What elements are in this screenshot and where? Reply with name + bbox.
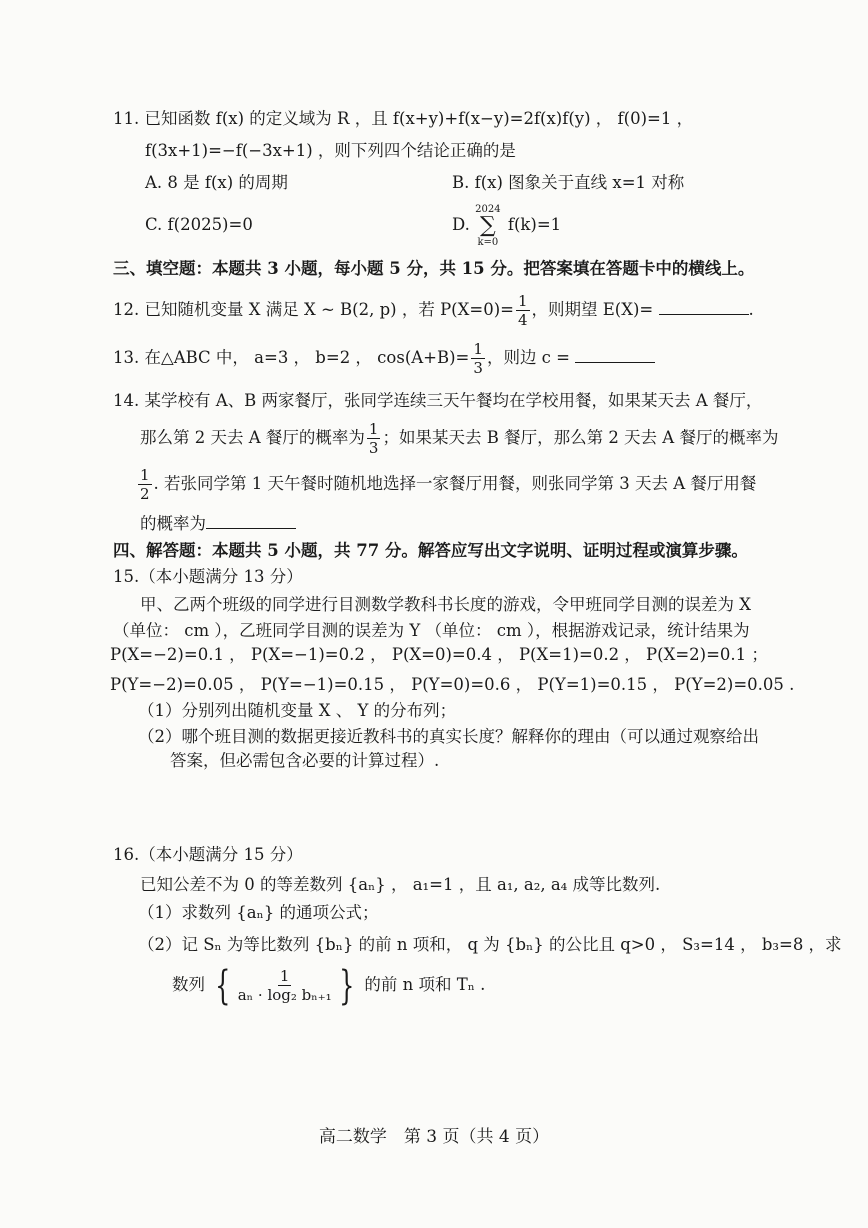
q14-line1 xyxy=(113,390,762,412)
section-4-heading: 四、解答题：本题共 5 小题，共 77 分。解答应写出文字说明、证明过程或演算步骤。 xyxy=(113,541,748,560)
q12-text-a: 已知随机变量 X 满足 X ~ B(2, p) ，若 P(X=0)= xyxy=(144,300,514,319)
q15-sub2a: （2）哪个班目测的数据更接近教科书的真实长度？解释你的理由（可以通过观察给出 xyxy=(138,727,759,746)
q11-option-d-prefix: D. xyxy=(452,215,470,234)
q11-line1 xyxy=(113,108,693,130)
q11-number: 11. xyxy=(113,109,140,128)
q13-number: 13. xyxy=(113,348,140,367)
q14-fraction-2 xyxy=(138,466,152,503)
sum-upper-limit: 2024 xyxy=(475,203,501,215)
fraction-denominator: 4 xyxy=(517,311,528,329)
q11-line2: f(3x+1)=−f(−3x+1) ，则下列四个结论正确的是 xyxy=(145,141,516,160)
fraction-numerator: 1 xyxy=(368,420,379,438)
q12-text-b: ，则期望 E(X)= xyxy=(531,300,654,319)
q14-text-line2-a: 那么第 2 天去 A 餐厅的概率为 xyxy=(140,428,365,447)
q13-line xyxy=(113,338,655,378)
q15-sub1: （1）分别列出随机变量 X 、 Y 的分布列； xyxy=(138,701,457,720)
q16-sub2-line2-a: 数列 xyxy=(172,975,205,994)
q11-option-b: B. f(x) 图象关于直线 x=1 对称 xyxy=(452,173,685,192)
fraction-denominator: aₙ · log₂ bₙ₊₁ xyxy=(237,986,332,1004)
page-footer: 高二数学 第 3 页（共 4 页） xyxy=(318,1127,550,1147)
summation-symbol xyxy=(475,204,500,248)
q12-end: . xyxy=(748,300,754,319)
sigma-icon: ∑ xyxy=(480,212,496,238)
q11-option-d-expr: f(k)=1 xyxy=(507,215,562,234)
q11-option-d xyxy=(452,202,561,248)
fraction-numerator: 1 xyxy=(517,292,528,310)
q14-text-line2-b: ；如果某天去 B 餐厅，那么第 2 天去 A 餐厅的概率为 xyxy=(382,428,779,447)
section-3-heading: 三、填空题：本题共 3 小题，每小题 5 分，共 15 分。把答案填在答题卡中的横线上。 xyxy=(113,259,755,278)
sequence-set xyxy=(210,962,359,1009)
q13-answer-blank[interactable] xyxy=(575,346,655,363)
fraction-denominator: 3 xyxy=(368,439,379,457)
left-brace-icon: { xyxy=(215,962,231,1009)
q14-fraction-1 xyxy=(367,420,381,457)
q15-line3: P(X=−2)=0.1 ， P(X=−1)=0.2 ， P(X=0)=0.4 ， P(X=1)=0.2 ， P(X=2)=0.1 ； xyxy=(110,645,768,664)
sum-lower-limit: k=0 xyxy=(477,236,499,248)
q14-text-line1: 某学校有 A、B 两家餐厅，张同学连续三天午餐均在学校用餐，如果某天去 A 餐厅， xyxy=(144,391,763,410)
q16-sub2-line2-b: 的前 n 项和 Tₙ . xyxy=(364,975,486,994)
q16-sub2-line2 xyxy=(172,960,485,1010)
q14-number: 14. xyxy=(113,391,140,410)
q12-number: 12. xyxy=(113,300,140,319)
q11-option-c: C. f(2025)=0 xyxy=(145,215,253,234)
q15-line2: （单位： cm ），乙班同学目测的误差为 Y （单位： cm ），根据游戏记录，统计结果为 xyxy=(113,621,750,640)
q11-text-line1: 已知函数 f(x) 的定义域为 R ，且 f(x+y)+f(x−y)=2f(x)f(y) ， f(0)=1 ， xyxy=(144,109,694,128)
q12-answer-blank[interactable] xyxy=(659,298,749,315)
fraction-numerator: 1 xyxy=(473,340,483,358)
q15-line4: P(Y=−2)=0.05 ， P(Y=−1)=0.15 ， P(Y=0)=0.6 ， P(Y=1)=0.15 ， P(Y=2)=0.05 . xyxy=(110,675,795,694)
q12-fraction xyxy=(516,292,530,329)
q16-line1: 已知公差不为 0 的等差数列 {aₙ} ， a₁=1 ，且 a₁, a₂, a₄ 成等比数列. xyxy=(140,875,661,894)
right-brace-icon: } xyxy=(338,962,355,1009)
q13-text-a: 在△ABC 中， a=3 ， b=2 ， cos(A+B)= xyxy=(144,348,470,367)
fraction-numerator: 1 xyxy=(140,466,150,484)
q14-line2 xyxy=(140,418,778,458)
fraction-numerator: 1 xyxy=(279,967,290,985)
q15-sub2b: 答案，但必需包含必要的计算过程）. xyxy=(170,751,440,770)
q16-header: 16.（本小题满分 15 分） xyxy=(113,845,303,864)
q16-fraction xyxy=(238,967,332,1004)
q13-fraction xyxy=(471,340,485,377)
q12-line xyxy=(113,290,754,330)
q14-answer-blank[interactable] xyxy=(206,512,296,529)
fraction-denominator: 2 xyxy=(140,485,150,503)
q13-text-b: ，则边 c = xyxy=(486,348,570,367)
q11-option-a: A. 8 是 f(x) 的周期 xyxy=(145,173,288,192)
q15-line1: 甲、乙两个班级的同学进行目测数学教科书长度的游戏，令甲班同学目测的误差为 X xyxy=(140,595,751,614)
q14-line3 xyxy=(136,464,756,504)
q16-sub1: （1）求数列 {aₙ} 的通项公式； xyxy=(138,903,379,922)
q15-header: 15.（本小题满分 13 分） xyxy=(113,567,303,586)
fraction-denominator: 3 xyxy=(473,359,483,377)
q14-text-line4: 的概率为 xyxy=(140,514,206,533)
q14-line4 xyxy=(140,512,296,535)
q14-text-line3: . 若张同学第 1 天午餐时随机地选择一家餐厅用餐，则张同学第 3 天去 A 餐厅用餐 xyxy=(153,474,757,493)
q16-sub2: （2）记 Sₙ 为等比数列 {bₙ} 的前 n 项和， q 为 {bₙ} 的公比且 q>0 ， S₃=14 ， b₃=8 ，求 xyxy=(138,935,842,954)
